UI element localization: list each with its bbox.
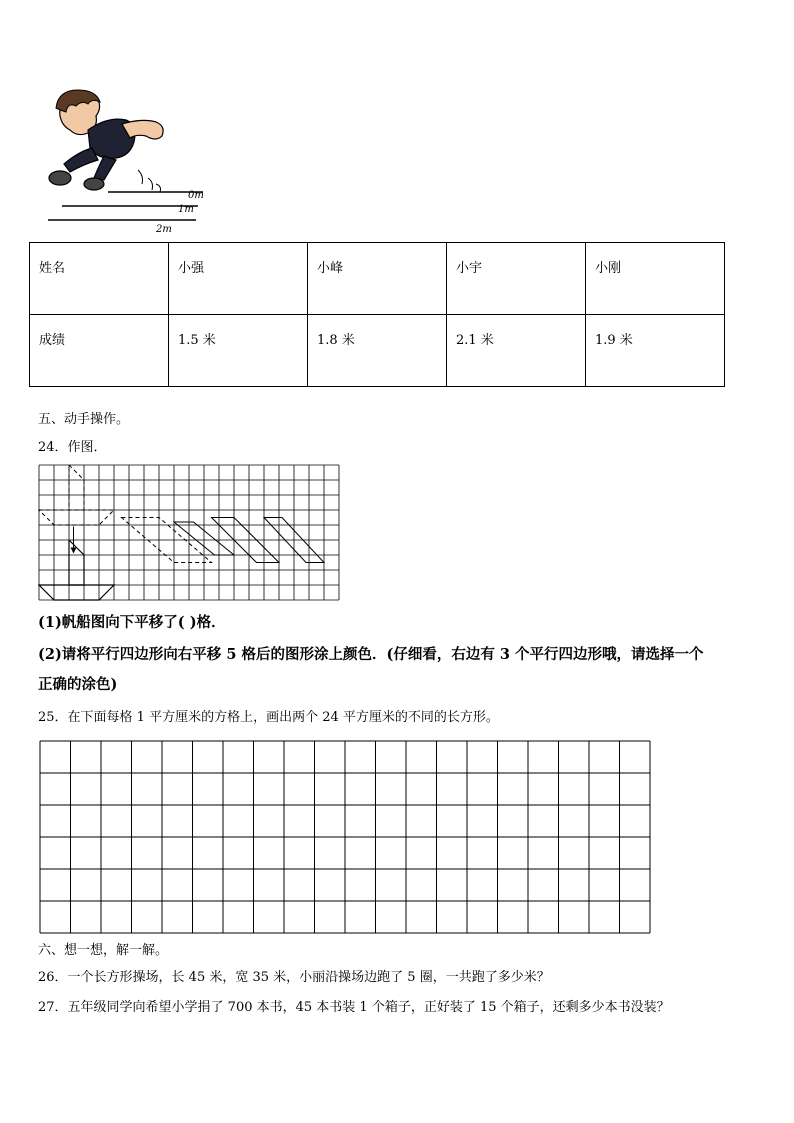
table-cell: 1.5 米 xyxy=(169,315,308,387)
arrow-head xyxy=(71,548,77,554)
question-24-part-2-line-2: 正确的涂色) xyxy=(38,676,118,693)
sailboat-original-hull xyxy=(39,510,114,525)
translation-grid xyxy=(38,464,340,604)
mark-1m: 1m xyxy=(178,204,194,215)
table-cell: 姓名 xyxy=(30,243,169,315)
score-table xyxy=(29,242,725,387)
question-24-part-2-line-1: (2)请将平行四边形向右平移 5 格后的图形涂上颜色．(仔细看，右边有 3 个平行四边形哦，请选择一个 xyxy=(38,646,704,663)
square-grid xyxy=(39,740,653,934)
table-cell: 小强 xyxy=(169,243,308,315)
sailboat-original xyxy=(69,465,84,510)
section-5-heading: 五、动手操作。 xyxy=(38,412,130,427)
table-cell: 1.9 米 xyxy=(586,315,725,387)
table-cell: 小宇 xyxy=(447,243,586,315)
table-row xyxy=(30,315,725,387)
mark-0m: 0m xyxy=(188,190,204,201)
table-row xyxy=(30,243,725,315)
table-cell: 2.1 米 xyxy=(447,315,586,387)
table-cell: 成绩 xyxy=(30,315,169,387)
sailboat-moved xyxy=(69,540,84,585)
table-cell: 1.8 米 xyxy=(308,315,447,387)
table-cell: 小刚 xyxy=(586,243,725,315)
section-6-heading: 六、想一想，解一解。 xyxy=(38,943,169,958)
question-26: 26．一个长方形操场，长 45 米，宽 35 米，小丽沿操场边跑了 5 圈，一共跑了多少米？ xyxy=(38,970,550,985)
long-jump-illustration xyxy=(38,86,213,236)
table-cell: 小峰 xyxy=(308,243,447,315)
sailboat-moved-hull xyxy=(39,585,114,600)
question-24-title: 24．作图． xyxy=(38,440,107,455)
question-27: 27．五年级同学向希望小学捐了 700 本书，45 本书装 1 个箱子，正好装了 15 个箱子，还剩多少本书没装？ xyxy=(38,1000,670,1015)
question-25: 25．在下面每格 1 平方厘米的方格上，画出两个 24 平方厘米的不同的长方形。 xyxy=(38,710,499,725)
mark-2m: 2m xyxy=(156,224,172,235)
question-24-part-1: (1)帆船图向下平移了( )格． xyxy=(38,614,226,631)
